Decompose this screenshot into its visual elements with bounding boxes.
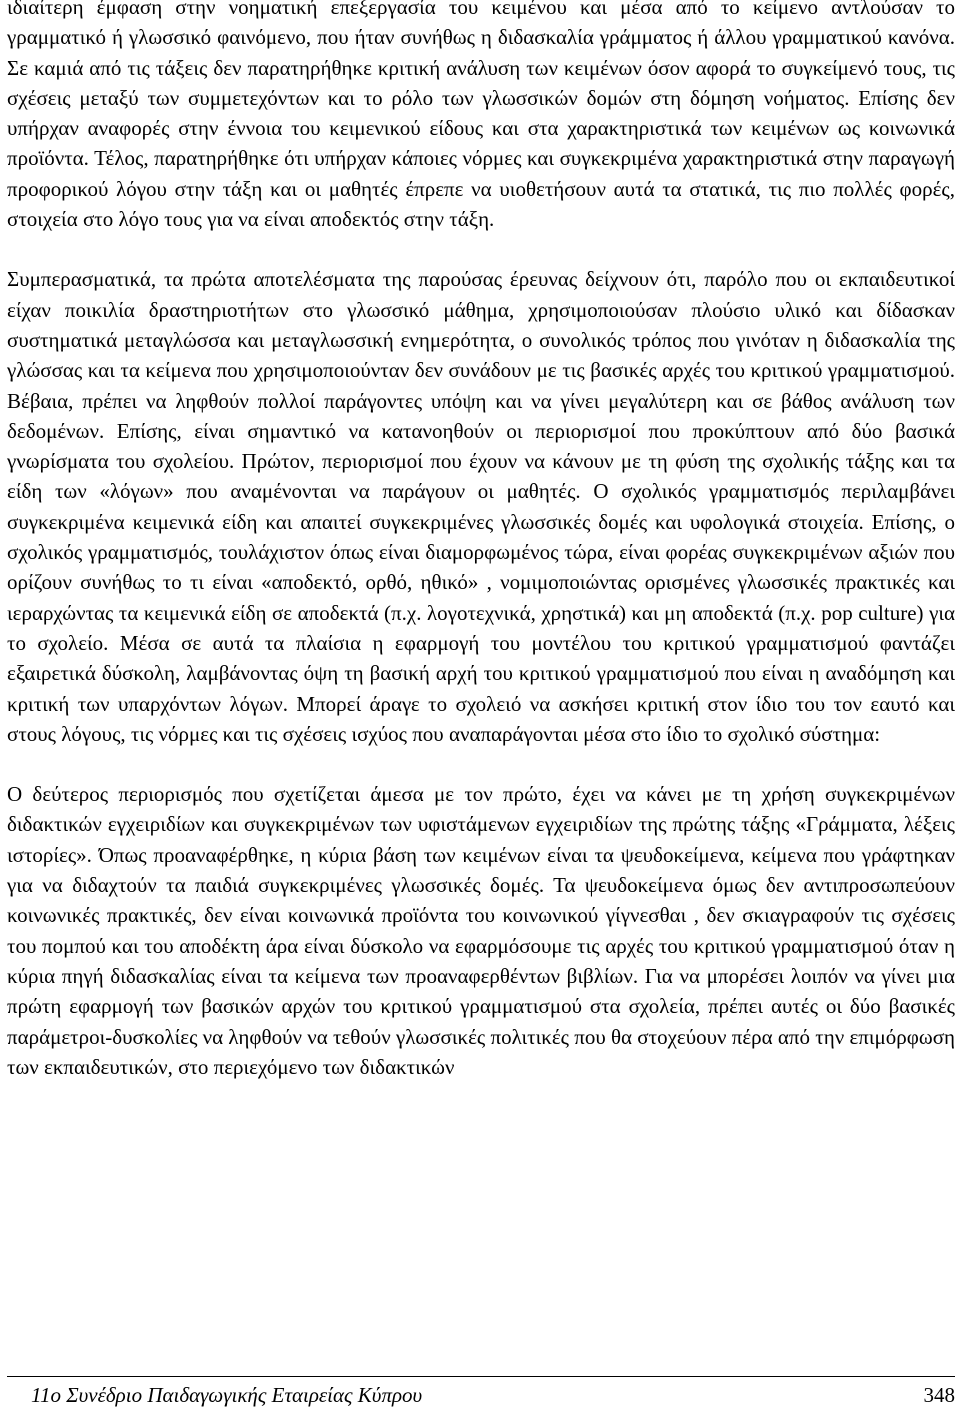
page-footer [7, 1381, 955, 1409]
footer-page-number: 348 [923, 1383, 955, 1407]
paragraph-1: ιδιαίτερη έμφαση στην νοηματική επεξεργασία του κειμένου και μέσα από το κείμενο αντλούσαν το γραμματικό ή γλωσσικό φαινόμενο, που ήταν συνήθως η διδασκαλία γράμματος ή άλλου γραμματικού κανόνα. Σε καμιά από τις τάξεις δεν παρατηρήθηκε κριτική ανάλυση των κειμένων όσον αφορά το συγκείμενό τους, τις σχέσεις μεταξύ των συμμετεχόντων και το ρόλο των γλωσσικών δομών στη δόμηση νοήματος. Επίσης δεν υπήρχαν αναφορές στην έννοια του κειμενικού είδους και στα χαρακτηριστικά των κειμένων ως κοινωνικά προϊόντα. Τέλος, παρατηρήθηκε ότι υπήρχαν κάποιες νόρμες και συγκεκριμένα χαρακτηριστικά στην παραγωγή προφορικού λόγου στην τάξη και οι μαθητές έπρεπε να υιοθετήσουν αυτά τα στατικά, τις πιο πολλές φορές, στοιχεία στο λόγο τους για να είναι αποδεκτός στην τάξη. [7, 0, 955, 232]
footer-rule [7, 1376, 955, 1377]
paragraph-gap [7, 749, 955, 779]
paragraph-3: Ο δεύτερος περιορισμός που σχετίζεται άμεσα με τον πρώτο, έχει να κάνει με τη χρήση συγκεκριμένων διδακτικών εγχειριδίων και συγκεκριμένων των υφιστάμενων εγχειριδίων της πρώτης τάξης «Γράμματα, λέξεις ιστορίες». Όπως προαναφέρθηκε, η κύρια βάση των κειμένων είναι τα ψευδοκείμενα, κείμενα που γράφτηκαν για να διδαχτούν τα παιδιά συγκεκριμένες γλωσσικές δομές. Τα ψευδοκείμενα όμως δεν αντιπροσωπεύουν κοινωνικές πρακτικές, δεν είναι κοινωνικά προϊόντα του κοινωνικού γίγνεσθαι , δεν σκιαγραφούν τις σχέσεις του πομπού και του αποδέκτη άρα είναι δύσκολο να εφαρμόσουμε τις αρχές του κριτικού γραμματισμού όταν η κύρια πηγή διδασκαλίας είναι τα κείμενα των προαναφερθέντων βιβλίων. Για να μπορέσει λοιπόν να γίνει μια πρώτη εφαρμογή των βασικών αρχών του κριτικού γραμματισμού στα σχολεία, πρέπει αυτές οι δύο βασικές παράμετροι-δυσκολίες να ληφθούν να τεθούν γλωσσικές πολιτικές που θα στοχεύουν πέρα από την επιμόρφωση των εκπαιδευτικών, στο περιεχόμενο των διδακτικών [7, 782, 955, 1079]
page-body [7, 0, 955, 1082]
footer-conference-title: 11ο Συνέδριο Παιδαγωγικής Εταιρείας Κύπρου [31, 1383, 423, 1407]
paragraph-gap [7, 234, 955, 264]
paragraph-2: Συμπερασματικά, τα πρώτα αποτελέσματα της παρούσας έρευνας δείχνουν ότι, παρόλο που οι εκπαιδευτικοί είχαν ποικιλία δραστηριοτήτων στο γλωσσικό μάθημα, χρησιμοποιούσαν πλούσιο υλικό και δίδασκαν συστηματικά μεταγλώσσα και μεταγλωσσική ενημερότητα, ο συνολικός τρόπος που γινόταν η διδασκαλία της γλώσσας και τα κείμενα που χρησιμοποιούνταν δεν συνάδουν με τις βασικές αρχές του κριτικού γραμματισμού. Βέβαια, πρέπει να ληφθούν πολλοί παράγοντες υπόψη και να γίνει μεγαλύτερη και σε βάθος ανάλυση των δεδομένων. Επίσης, είναι σημαντικό να κατανοηθούν οι περιορισμοί που προκύπτουν από δύο βασικά γνωρίσματα του σχολείου. Πρώτον, περιορισμοί που έχουν να κάνουν με τη φύση της σχολικής τάξης και τα είδη των «λόγων» που αναμένονται να παράγουν οι μαθητές. Ο σχολικός γραμματισμός περιλαμβάνει συγκεκριμένα κειμενικά είδη και απαιτεί συγκεκριμένες γλωσσικές δομές και υφολογικά στοιχεία. Επίσης, ο σχολικός γραμματισμός, τουλάχιστον όπως είναι διαμορφωμένος τώρα, είναι φορέας συγκεκριμένων αξιών που ορίζουν συνήθως το τι είναι «αποδεκτό, ορθό, ηθικό» , νομιμοποιώντας ορισμένες γλωσσικές πρακτικές και ιεραρχώντας τα κειμενικά είδη σε αποδεκτά (π.χ. λογοτεχνικά, χρηστικά) και μη αποδεκτά (π.χ. pop culture) για το σχολείο. Μέσα σε αυτά τα πλαίσια η εφαρμογή του μοντέλου του κριτικού γραμματισμού φαντάζει εξαιρετικά δύσκολη, λαμβάνοντας όψη τη βασική αρχή του κριτικού γραμματισμού που είναι η αναδόμηση και κριτική των υπαρχόντων λόγων. Μπορεί άραγε το σχολειό να ασκήσει κριτική στον ίδιο του τον εαυτό και στους λόγους, τις νόρμες και τις σχέσεις ισχύος που αναπαράγονται μέσα στο ίδιο το σχολικό σύστημα: [7, 267, 955, 746]
